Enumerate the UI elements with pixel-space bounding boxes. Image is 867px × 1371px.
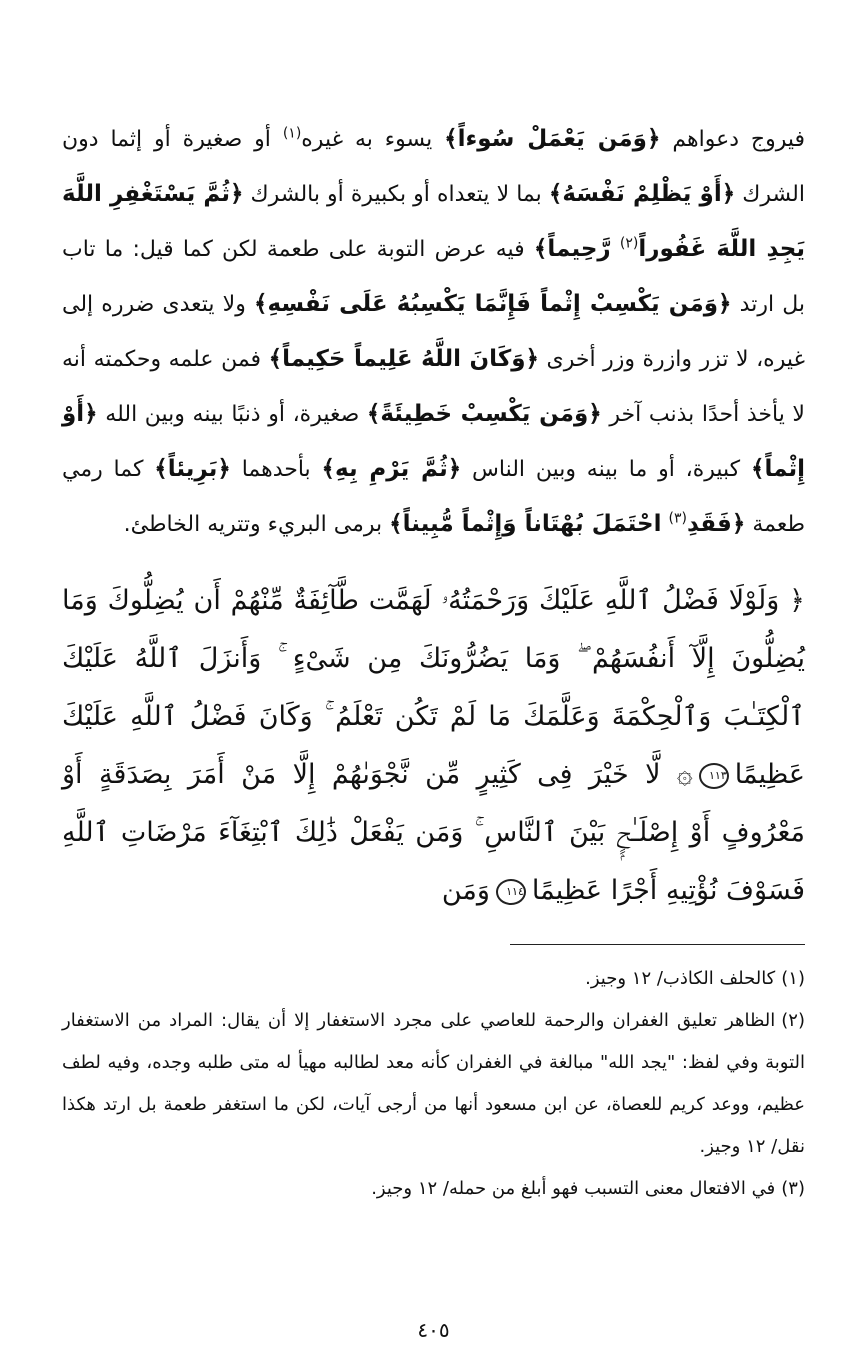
quran-quote: احْتَمَلَ بُهْتَاناً وَإِثْماً مُّبِيناً﴾ <box>389 511 662 537</box>
quran-quote: ﴿وَكَانَ اللَّهُ عَلِيماً حَكِيماً﴾ <box>268 346 539 372</box>
quran-verse-115-start: وَمَن <box>441 875 490 906</box>
tafsir-paragraph <box>62 112 805 552</box>
footnote-number: (٣) <box>781 1178 805 1199</box>
tafsir-text: فمن علمه وحكمته أنه لا يأخذ أحدًا بذنب آخر <box>62 347 805 427</box>
tafsir-text: أو صغيرة أو إثما دون الشرك <box>62 127 805 207</box>
footnote-text: كالحلف الكاذب/ ١٢ وجيز. <box>585 968 776 989</box>
quran-quote: ﴿فَقَدِ <box>686 511 746 537</box>
quran-quote: ﴿أَوْ إِثْماً﴾ <box>62 401 806 482</box>
quran-verse-113: ﴿ وَلَوْلَا فَضْلُ ٱللَّهِ عَلَيْكَ وَرَحْمَتُهُۥ لَهَمَّت طَّآئِفَةٌ مِّنْهُمْ أَن يُضِلُّوكَ وَمَا يُضِلُّونَ إِلَّآ أَنفُسَهُمْ ۖ وَمَا يَضُرُّونَكَ مِن شَىْءٍ ۚ وَأَنزَلَ ٱللَّهُ عَلَيْكَ ٱلْكِتَـٰبَ وَٱلْحِكْمَةَ وَعَلَّمَكَ مَا لَمْ تَكُن تَعْلَمُ ۚ وَكَانَ فَضْلُ ٱللَّهِ عَلَيْكَ عَظِيمًا <box>62 585 805 790</box>
footnote-number: (٢) <box>781 1010 805 1031</box>
tafsir-text: يسوء به غيره <box>301 127 433 152</box>
footnote-item <box>62 1000 805 1168</box>
quran-quote: ﴿بَرِيئاً﴾ <box>154 456 231 482</box>
footnote-divider <box>510 944 805 945</box>
tafsir-text: كما رمي طعمة <box>62 457 805 537</box>
quran-quote: ﴿وَمَن يَكْسِبْ خَطِيئَةً﴾ <box>366 401 602 427</box>
ayah-number-marker: ١١٤ <box>496 879 526 905</box>
footnotes-list <box>62 958 805 1210</box>
quran-quote: ﴿وَمَن يَكْسِبْ إِثْماً فَإِنَّمَا يَكْسِبُهُ عَلَى نَفْسِهِ﴾ <box>254 291 732 317</box>
quran-quote: ﴿أَوْ يَظْلِمْ نَفْسَهُ﴾ <box>548 181 736 207</box>
tafsir-text: بأحدهما <box>241 457 311 482</box>
tafsir-text: كبيرة، أو ما بينه وبين الناس <box>472 457 741 482</box>
tafsir-text: صغيرة، أو ذنبًا بينه وبين الله <box>105 402 360 427</box>
footnote-item <box>62 1168 805 1210</box>
footnote-text: الظاهر تعليق الغفران والرحمة للعاصي على مجرد الاستغفار إلا أن يقال: المراد من الاستغفار التوبة وفي لفظ: "يجد الله" مبالغة في الغفران كأنه معد لطالبه مهيأ له متى طلبه وجده، وفيه لطف عظيم، ووعد كريم للعصاة، عن ابن مسعود أنها من أرجى آيات، لكن ما استغفر طعمة بل ارتد هكذا نقل/ ١٢ وجيز. <box>62 1010 805 1157</box>
footnote-ref-1: (١) <box>282 125 302 142</box>
footnote-text: في الافتعال معنى التسبب فهو أبلغ من حمله/ ١٢ وجيز. <box>371 1178 776 1199</box>
ayah-number-marker: ١١٣ <box>699 763 729 789</box>
quran-quote: رَّحِيماً﴾ <box>533 236 611 262</box>
tafsir-text: بما لا يتعداه أو بكبيرة أو بالشرك <box>250 182 542 207</box>
tafsir-text: فيروج دعواهم <box>672 127 806 152</box>
tafsir-text: فيه عرض التوبة على طعمة لكن كما قيل: ما تاب بل ارتد <box>62 237 805 317</box>
footnote-ref-2: (٢) <box>619 235 639 252</box>
tafsir-text: برمى البريء وتتريه الخاطئ. <box>123 512 383 537</box>
quran-quote: ﴿ثُمَّ يَرْمِ بِهِ﴾ <box>321 456 462 482</box>
footnote-item <box>62 958 805 1000</box>
footnote-ref-3: (٣) <box>668 510 687 527</box>
quran-verse-114: ۞ لَّا خَيْرَ فِى كَثِيرٍ مِّن نَّجْوَىٰهُمْ إِلَّا مَنْ أَمَرَ بِصَدَقَةٍ أَوْ مَعْرُوفٍ أَوْ إِصْلَـٰحٍۭ بَيْنَ ٱلنَّاسِ ۚ وَمَن يَفْعَلْ ذَٰلِكَ ٱبْتِغَآءَ مَرْضَاتِ ٱللَّهِ فَسَوْفَ نُؤْتِيهِ أَجْرًا عَظِيمًا <box>62 759 805 906</box>
page-number: ٤٠٥ <box>417 1318 450 1342</box>
quran-quote: ﴿وَمَن يَعْمَلْ سُوءاً﴾ <box>444 126 661 152</box>
quran-quote: ﴿ثُمَّ يَسْتَغْفِرِ اللَّهَ يَجِدِ اللَّهَ غَفُوراً <box>62 181 806 262</box>
tafsir-text: ولا يتعدى ضرره إلى غيره، لا تزر وازرة وزر أخرى <box>62 292 805 372</box>
footnote-number: (١) <box>781 968 805 989</box>
quran-verses <box>62 572 805 920</box>
